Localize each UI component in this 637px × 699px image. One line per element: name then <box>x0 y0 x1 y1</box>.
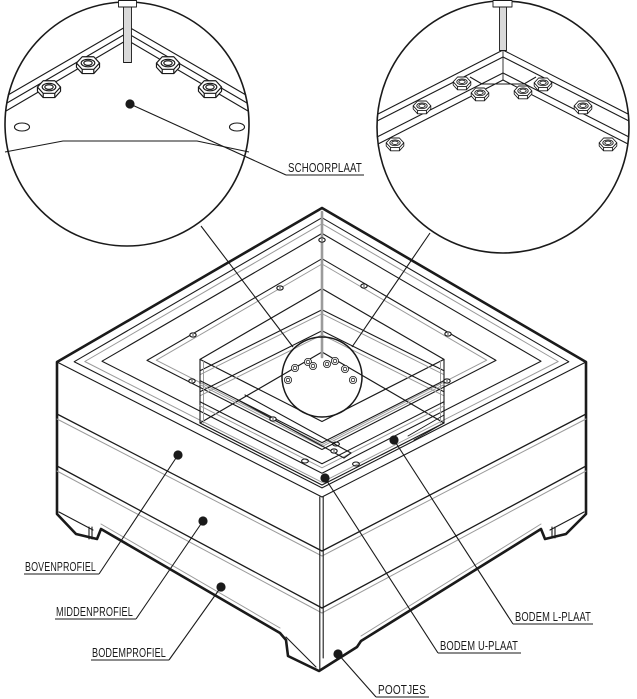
hex-nut-icon <box>198 81 221 98</box>
label-bodemprofiel-text: BODEMPROFIEL <box>92 646 166 660</box>
screw-icon <box>445 332 451 336</box>
label-bodemprofiel <box>91 582 226 660</box>
screw-icon <box>270 417 276 421</box>
label-pootjes <box>333 649 429 697</box>
label-middenprofiel-text: MIDDENPROFIEL <box>56 605 133 619</box>
label-schoorplaat-text: SCHOORPLAAT <box>288 161 363 175</box>
hex-nut-icon <box>386 138 404 151</box>
leader-dot <box>389 435 398 444</box>
tiny-nut-icon <box>309 362 316 369</box>
threaded-rod <box>500 1 507 51</box>
hex-nut-icon <box>599 138 617 151</box>
threaded-rod <box>124 1 132 63</box>
hex-nut-icon <box>574 101 592 114</box>
hex-nut-icon <box>413 101 431 114</box>
label-bovenprofiel-text: BOVENPROFIEL <box>25 560 96 574</box>
screw-icon <box>189 379 195 383</box>
hex-nut-icon <box>156 57 179 74</box>
hex-nut-icon <box>453 77 471 90</box>
tiny-nut-icon <box>331 357 338 364</box>
hex-nut-icon <box>76 57 99 74</box>
planter-box <box>57 208 586 671</box>
hex-nut-icon <box>471 88 489 101</box>
hex-nut-icon <box>534 78 552 91</box>
rod-cap <box>493 1 512 8</box>
screw-icon <box>331 449 337 453</box>
rod-cap <box>119 1 137 8</box>
hex-nut-icon <box>514 86 532 99</box>
leader-dot <box>320 473 329 482</box>
detail-view-circle-right <box>377 1 629 254</box>
leader-dot <box>173 450 182 459</box>
rod-nut-icon <box>319 238 325 242</box>
detail-view-circle-left <box>5 1 249 247</box>
tiny-nut-icon <box>341 365 348 372</box>
leader-dot <box>125 99 134 108</box>
tiny-nut-icon <box>284 376 291 383</box>
screw-icon <box>361 284 367 288</box>
leader-dot <box>333 649 342 658</box>
tiny-nut-icon <box>323 360 330 367</box>
tiny-nut-icon <box>291 364 298 371</box>
screw-icon <box>190 333 196 337</box>
label-pootjes-text: POOTJES <box>378 683 426 697</box>
tiny-nut-icon <box>349 376 356 383</box>
label-bodem-u-plaat-text: BODEM U-PLAAT <box>440 639 519 653</box>
screw-icon <box>277 286 283 290</box>
screw-icon <box>444 379 450 383</box>
label-bodem-l-plaat-text: BODEM L-PLAAT <box>515 610 592 624</box>
leader-dot <box>216 582 225 591</box>
leader-dot <box>198 516 207 525</box>
hex-nut-icon <box>37 81 60 98</box>
